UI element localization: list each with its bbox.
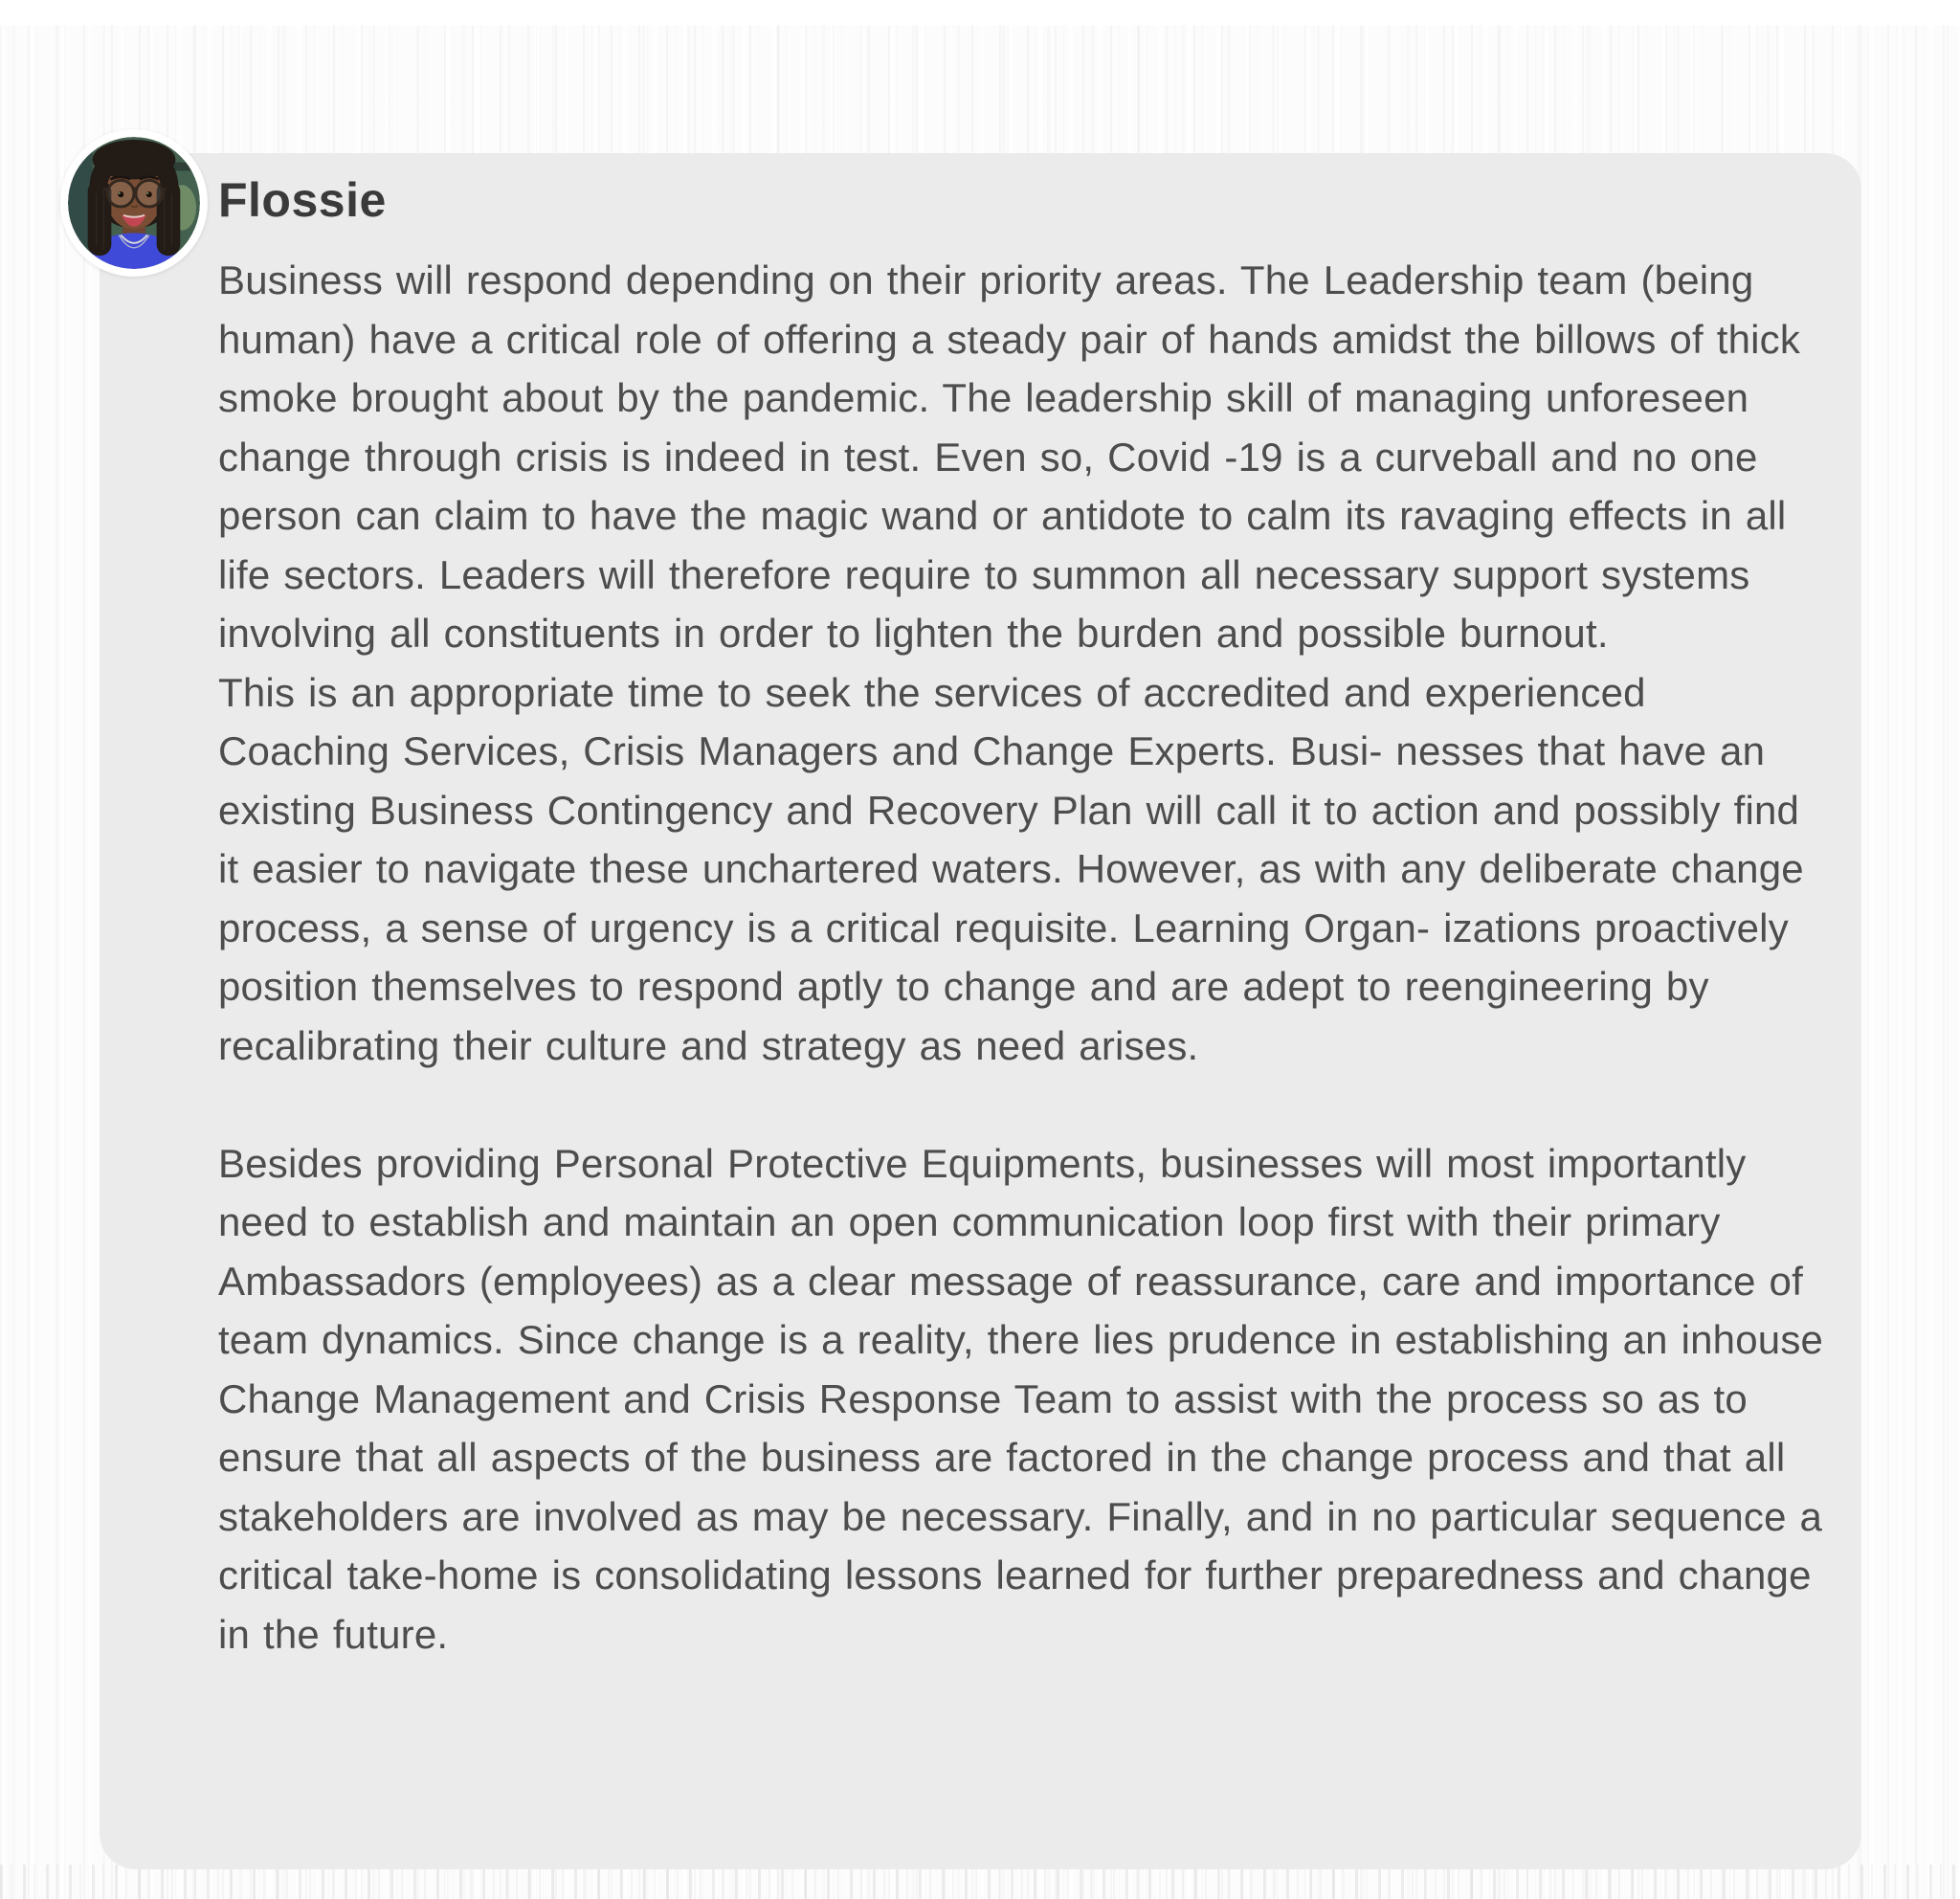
message-body [218, 251, 1826, 1664]
message-paragraph: Besides providing Personal Protective Equipments, businesses will most importantly need to establish and maintain an open communication loop first with their primary Ambassadors (employees) as a clear message of reassurance, care and importance of team dynamics. Since change is a reality, there lies prudence in establishing an inhouse Change Management and Crisis Response Team to assist with the process so as to ensure that all aspects of the business are factored in the change process and that all stakeholders are involved as may be necessary. Finally, and in no particular sequence a critical take-home is consolidating lessons learned for further preparedness and change in the future. [218, 1140, 1824, 1657]
author-name: Flossie [218, 173, 387, 227]
message-paragraph: Business will respond depending on their priority areas. The Leadership team (being human) have a critical role of offering a steady pair of hands amidst the billows of thick smoke brought about by the pandemic. The leadership skill of managing unforeseen change through crisis is indeed in test. Even so, Covid -19 is a curveball and no one person can claim to have the magic wand or antidote to calm its ravaging effects in all life sectors. Leaders will therefore require to summon all necessary support systems involving all constituents in order to lighten the burden and possible burnout. [218, 257, 1801, 656]
avatar [60, 129, 208, 277]
message-paragraph: This is an appropriate time to seek the services of accredited and experienced Coaching Services, Crisis Managers and Change Experts. Busi- nesses that have an existing Business Contingency and Recovery Plan will call it to action and possibly find it easier to navigate these unchartered waters. However, as with any deliberate change process, a sense of urgency is a critical requisite. Learning Organ- izations proactively position themselves to respond aptly to change and are adept to reengineering by recalibrating their culture and strategy as need arises. [218, 669, 1804, 1068]
avatar-photo [68, 137, 200, 269]
comment-card [100, 153, 1861, 1869]
wood-floor-texture [0, 1865, 1960, 1899]
